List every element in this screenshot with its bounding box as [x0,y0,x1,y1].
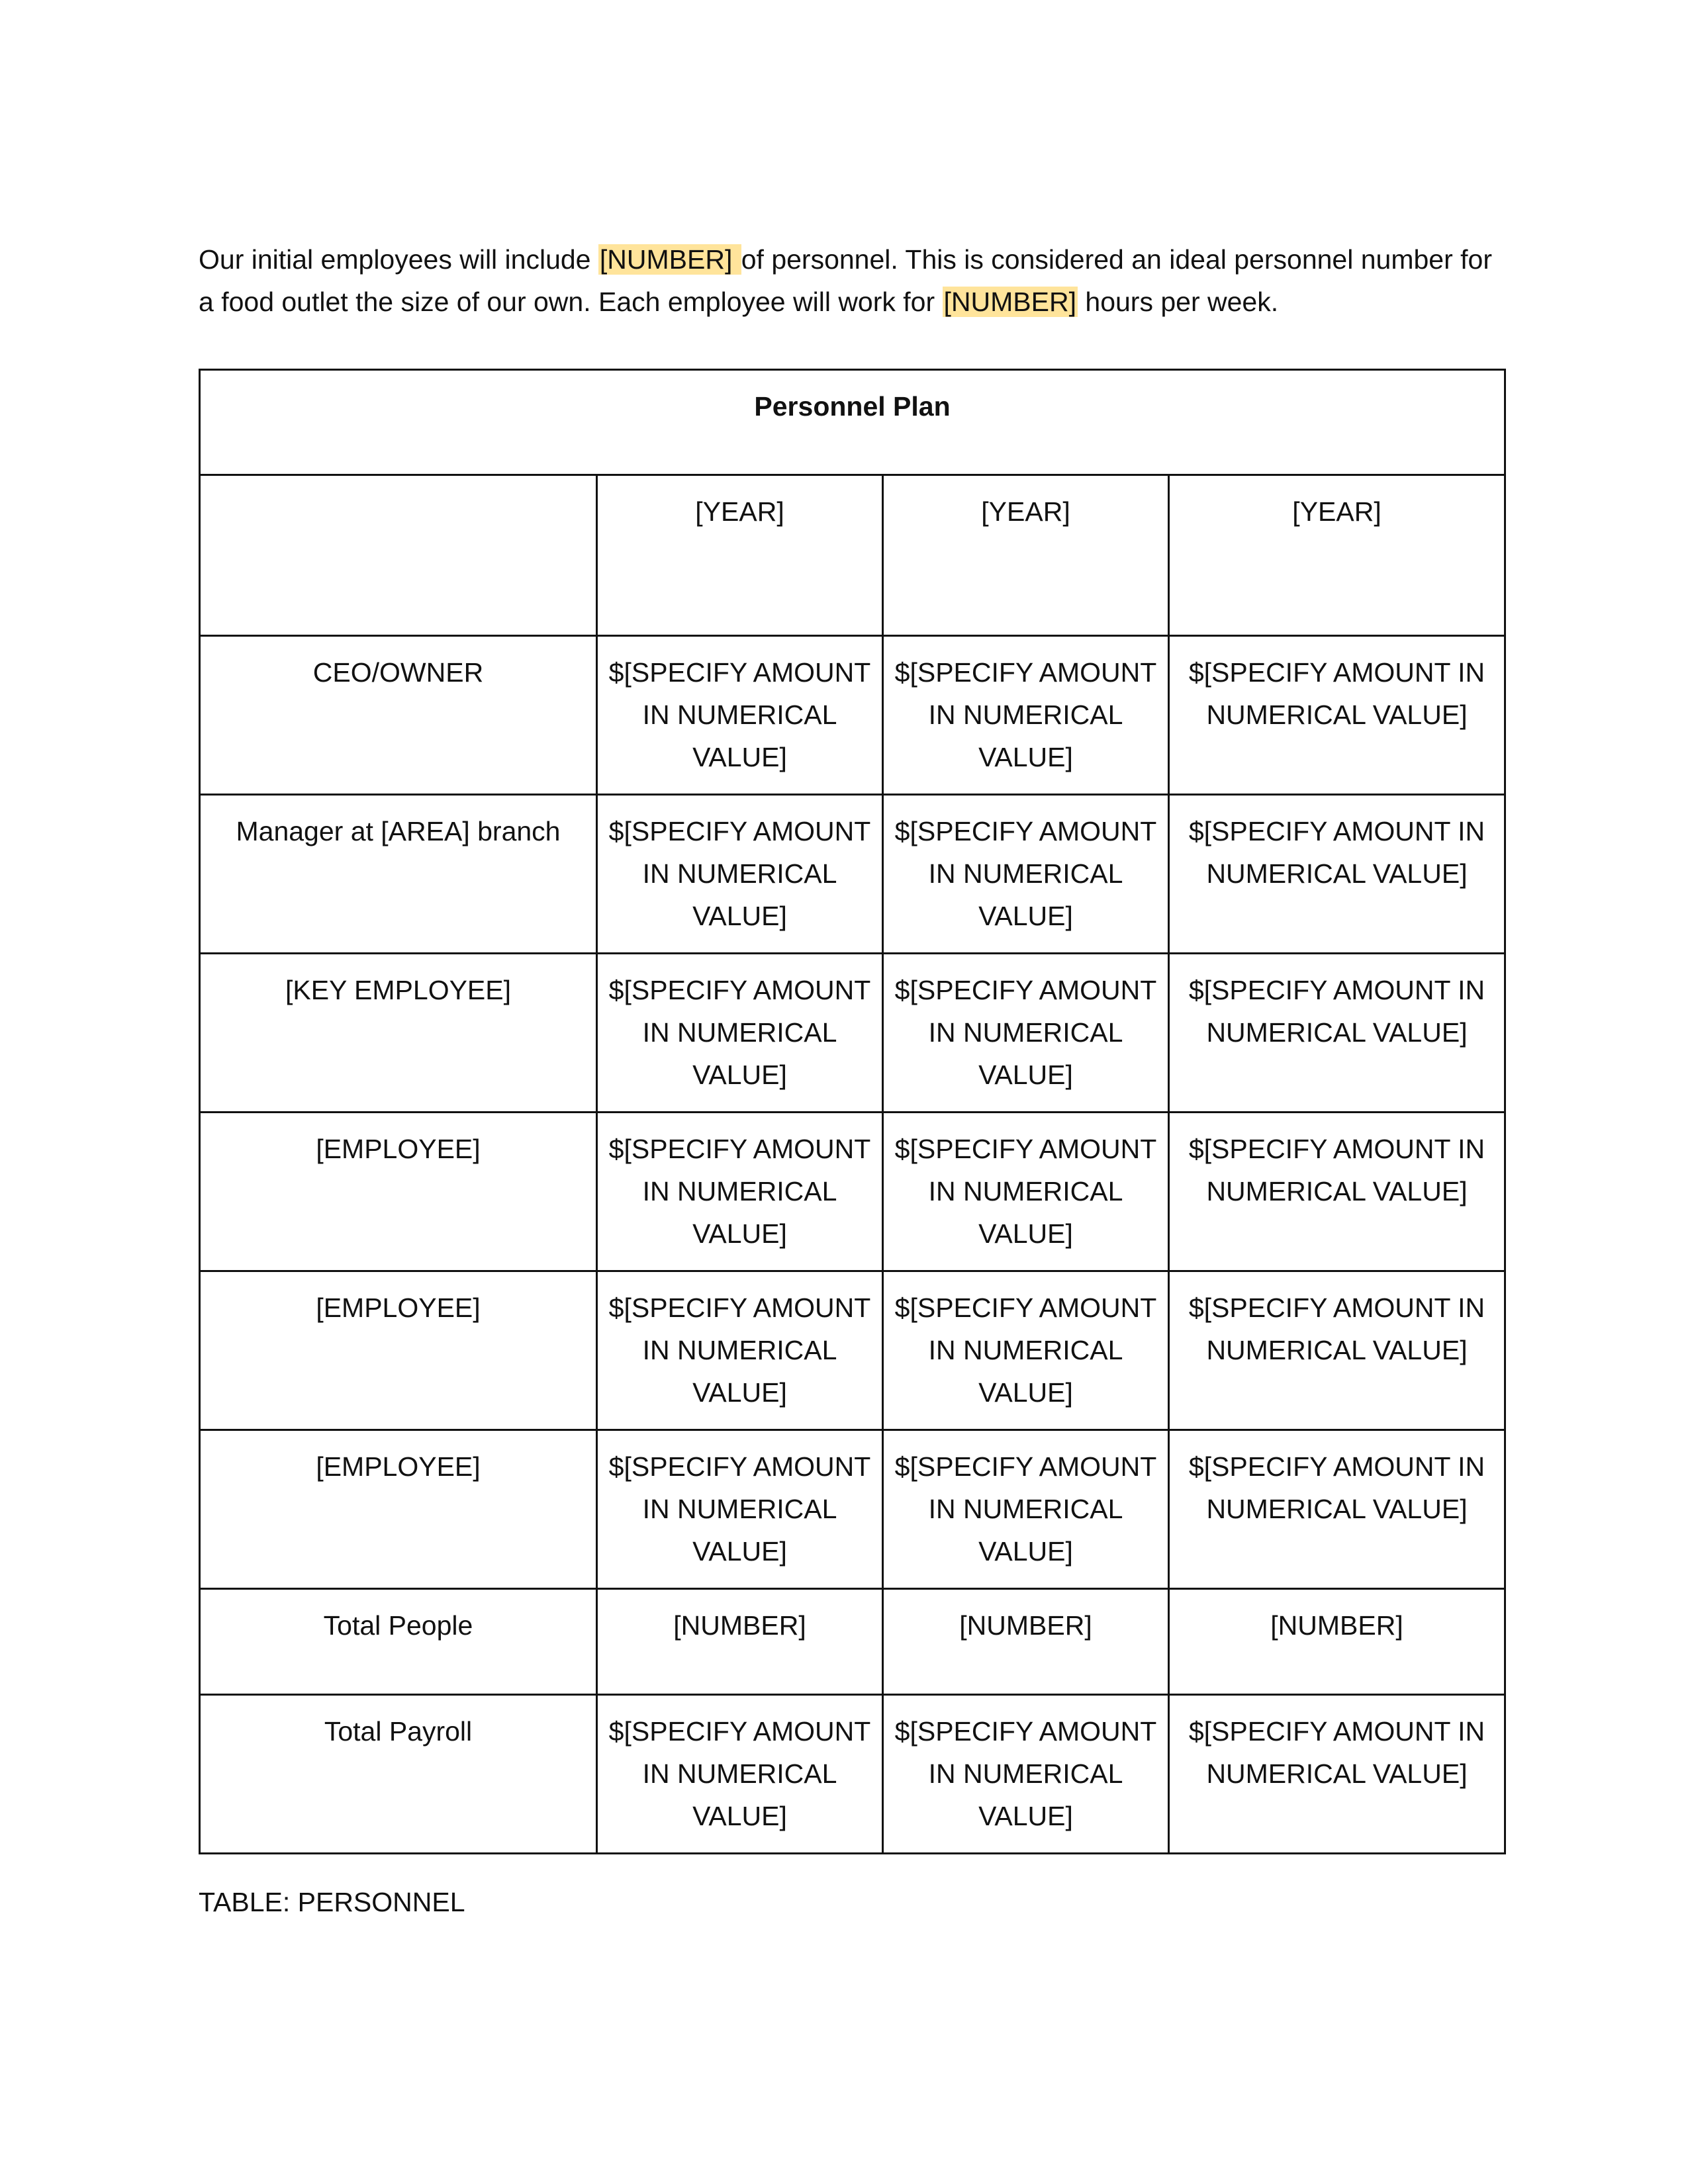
personnel-plan-table [199,369,1506,1854]
row-label: CEO/OWNER [200,636,597,795]
row-label: Total People [200,1589,597,1695]
table-row [200,1430,1505,1589]
year-header-row [200,475,1505,636]
amount-cell: $[SPECIFY AMOUNT IN NUMERICAL VALUE] [883,1695,1169,1854]
amount-cell: $[SPECIFY AMOUNT IN NUMERICAL VALUE] [597,795,883,954]
table-title: Personnel Plan [200,370,1505,475]
total-people-row [200,1589,1505,1695]
amount-cell: $[SPECIFY AMOUNT IN NUMERICAL VALUE] [1169,636,1505,795]
amount-cell: $[SPECIFY AMOUNT IN NUMERICAL VALUE] [597,1271,883,1430]
table-caption: TABLE: PERSONNEL [199,1887,465,1917]
amount-cell: $[SPECIFY AMOUNT IN NUMERICAL VALUE] [597,1430,883,1589]
intro-text-2: of personnel. This is considered an ideal personnel number for a food outlet the size of our own. Each employee will work for [199,244,1492,317]
intro-text-3: hours per week. [1078,287,1279,317]
count-cell: [NUMBER] [883,1589,1169,1695]
row-label: [EMPLOYEE] [200,1271,597,1430]
row-label: [EMPLOYEE] [200,1430,597,1589]
amount-cell: $[SPECIFY AMOUNT IN NUMERICAL VALUE] [597,636,883,795]
table-row [200,1271,1505,1430]
amount-cell: $[SPECIFY AMOUNT IN NUMERICAL VALUE] [1169,1271,1505,1430]
highlighted-placeholder-number: [NUMBER] [599,244,740,275]
amount-cell: $[SPECIFY AMOUNT IN NUMERICAL VALUE] [883,636,1169,795]
amount-cell: $[SPECIFY AMOUNT IN NUMERICAL VALUE] [1169,1695,1505,1854]
amount-cell: $[SPECIFY AMOUNT IN NUMERICAL VALUE] [597,1695,883,1854]
count-cell: [NUMBER] [1169,1589,1505,1695]
year-header-cell: [YEAR] [597,475,883,636]
amount-cell: $[SPECIFY AMOUNT IN NUMERICAL VALUE] [1169,1430,1505,1589]
table-row [200,636,1505,795]
amount-cell: $[SPECIFY AMOUNT IN NUMERICAL VALUE] [883,1271,1169,1430]
amount-cell: $[SPECIFY AMOUNT IN NUMERICAL VALUE] [597,954,883,1113]
row-label: Total Payroll [200,1695,597,1854]
amount-cell: $[SPECIFY AMOUNT IN NUMERICAL VALUE] [883,1430,1169,1589]
row-label: Manager at [AREA] branch [200,795,597,954]
amount-cell: $[SPECIFY AMOUNT IN NUMERICAL VALUE] [1169,954,1505,1113]
amount-cell: $[SPECIFY AMOUNT IN NUMERICAL VALUE] [597,1113,883,1271]
count-cell: [NUMBER] [597,1589,883,1695]
amount-cell: $[SPECIFY AMOUNT IN NUMERICAL VALUE] [883,1113,1169,1271]
table-title-row [200,370,1505,475]
amount-cell: $[SPECIFY AMOUNT IN NUMERICAL VALUE] [883,954,1169,1113]
highlighted-placeholder-hours: [NUMBER] [943,287,1076,317]
year-header-cell: [YEAR] [883,475,1169,636]
amount-cell: $[SPECIFY AMOUNT IN NUMERICAL VALUE] [1169,795,1505,954]
total-payroll-row [200,1695,1505,1854]
intro-paragraph [199,238,1509,323]
table-row [200,954,1505,1113]
year-header-cell: [YEAR] [1169,475,1505,636]
table-row [200,1113,1505,1271]
table-row [200,795,1505,954]
row-label: [EMPLOYEE] [200,1113,597,1271]
amount-cell: $[SPECIFY AMOUNT IN NUMERICAL VALUE] [1169,1113,1505,1271]
intro-text-1: Our initial employees will include [199,244,598,275]
empty-header-cell [200,475,597,636]
amount-cell: $[SPECIFY AMOUNT IN NUMERICAL VALUE] [883,795,1169,954]
row-label: [KEY EMPLOYEE] [200,954,597,1113]
